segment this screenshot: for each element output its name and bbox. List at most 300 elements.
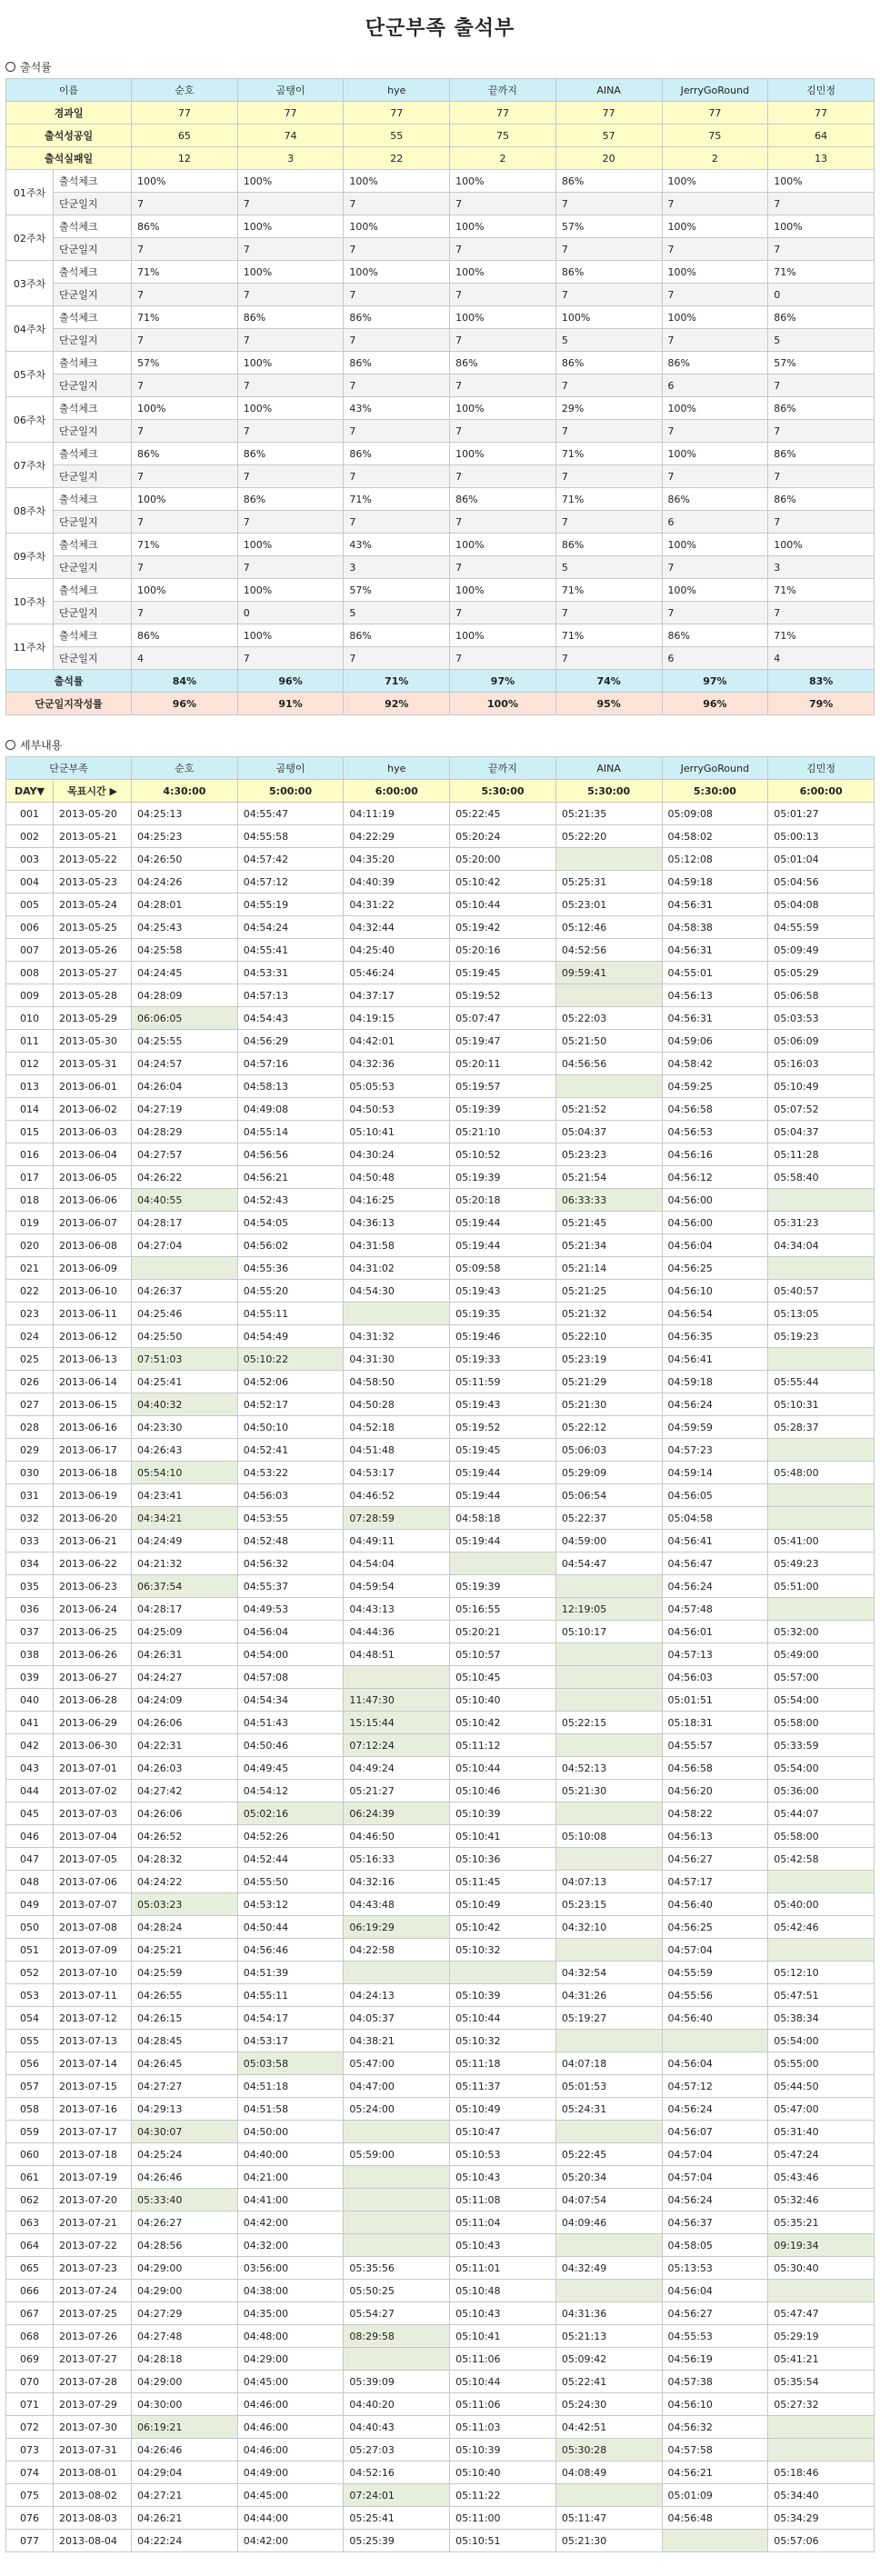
day-number: 075 [6,2484,54,2507]
day-date: 2013-05-25 [54,916,132,939]
check-in-time: 04:28:17 [132,1598,238,1621]
check-in-time: 05:21:30 [555,1393,662,1416]
check-in-time: 04:57:04 [662,2166,768,2189]
check-in-time: 04:53:22 [237,1462,344,1484]
day-date: 2013-07-04 [54,1825,132,1848]
check-in-time: 05:06:58 [768,984,875,1007]
check-in-time: 04:32:16 [344,1871,450,1893]
stat-value: 57 [555,125,662,147]
check-in-time: 04:31:58 [344,1234,450,1257]
check-value: 100% [450,579,556,602]
check-in-time: 04:36:13 [344,1212,450,1234]
diary-value: 7 [344,647,450,670]
rate-label: 출석률 [6,670,132,693]
day-date: 2013-07-18 [54,2143,132,2166]
week-label: 10주차 [6,579,54,624]
check-in-time: 05:21:30 [555,1780,662,1802]
check-in-time: 04:25:23 [132,825,238,848]
check-in-time: 04:29:00 [132,2257,238,2280]
check-value: 86% [132,443,238,465]
day-row [6,1553,875,1575]
check-in-time: 04:28:01 [132,894,238,916]
check-value: 100% [132,170,238,193]
diary-value: 7 [237,374,344,397]
check-value: 100% [132,397,238,420]
attendance-rate-row [6,670,875,693]
check-in-time: 05:19:46 [450,1325,556,1348]
check-in-time: 04:57:13 [237,984,344,1007]
diary-value: 7 [768,602,875,624]
check-in-time: 04:54:34 [237,1689,344,1712]
member-name-header: 순호 [132,79,238,102]
check-in-time: 05:10:44 [450,1757,556,1780]
diary-value: 7 [555,238,662,261]
diary-value: 7 [555,647,662,670]
check-in-time: 04:57:08 [237,1666,344,1689]
day-row [6,1507,875,1530]
check-in-time: 05:44:07 [768,1802,875,1825]
check-in-time: 05:11:01 [450,2257,556,2280]
check-in-time: 04:22:58 [344,1939,450,1962]
check-in-time: 04:53:17 [344,1462,450,1484]
check-in-time: 04:31:02 [344,1257,450,1280]
check-in-time: 05:21:35 [555,803,662,825]
check-label: 출석체크 [54,624,132,647]
check-in-time: 04:25:41 [132,1371,238,1393]
check-value: 100% [662,306,768,329]
check-in-time: 05:10:44 [450,894,556,916]
day-row [6,1939,875,1962]
check-in-time: 05:19:43 [450,1393,556,1416]
check-in-time: 05:06:09 [768,1030,875,1053]
check-in-time [344,1666,450,1689]
check-in-time: 04:40:39 [344,871,450,894]
check-in-time: 05:12:08 [662,848,768,871]
day-date: 2013-07-22 [54,2234,132,2257]
check-in-time: 04:56:27 [662,2302,768,2325]
check-in-time: 05:09:49 [768,939,875,962]
day-number: 039 [6,1666,54,1689]
check-in-time [768,1348,875,1371]
check-in-time: 04:28:18 [132,2348,238,2371]
day-date: 2013-07-02 [54,1780,132,1802]
check-in-time: 04:27:04 [132,1234,238,1257]
check-in-time: 05:49:00 [768,1643,875,1666]
day-number: 068 [6,2325,54,2348]
check-in-time: 05:25:41 [344,2507,450,2530]
day-row [6,1098,875,1121]
check-in-time: 06:37:54 [132,1575,238,1598]
check-in-time: 04:55:01 [662,962,768,984]
check-in-time: 05:12:46 [555,916,662,939]
check-in-time: 05:24:00 [344,2098,450,2121]
check-in-time: 05:00:13 [768,825,875,848]
check-in-time: 05:10:49 [768,1075,875,1098]
circle-icon [5,740,15,750]
check-in-time: 04:22:29 [344,825,450,848]
week-diary-row [6,556,875,579]
check-in-time: 04:42:00 [237,2212,344,2234]
check-in-time: 04:24:26 [132,871,238,894]
check-in-time: 04:56:04 [662,1234,768,1257]
diary-rate-value: 100% [450,693,556,715]
rate-value: 83% [768,670,875,693]
day-number: 059 [6,2121,54,2143]
check-in-time: 04:57:12 [662,2075,768,2098]
check-in-time: 04:25:59 [132,1962,238,1984]
diary-value: 5 [555,329,662,352]
check-in-time: 04:29:13 [132,2098,238,2121]
check-in-time: 04:30:00 [132,2393,238,2416]
diary-rate-value: 95% [555,693,662,715]
check-in-time: 04:52:56 [555,939,662,962]
day-number: 058 [6,2098,54,2121]
check-in-time: 04:55:50 [237,1871,344,1893]
page-title: 단군부족 출석부 [365,17,515,40]
day-row [6,2166,875,2189]
check-in-time: 04:56:31 [662,894,768,916]
check-value: 86% [344,624,450,647]
check-in-time: 05:31:23 [768,1212,875,1234]
check-in-time: 05:11:03 [450,2416,556,2439]
diary-value: 7 [344,238,450,261]
day-date: 2013-07-21 [54,2212,132,2234]
check-in-time: 05:10:46 [450,1780,556,1802]
check-in-time: 05:10:40 [450,2461,556,2484]
check-in-time: 04:55:11 [237,1303,344,1325]
check-in-time: 04:26:06 [132,1712,238,1734]
day-number: 001 [6,803,54,825]
day-row [6,1871,875,1893]
diary-value: 7 [662,420,768,443]
check-in-time: 05:19:33 [450,1348,556,1371]
check-in-time: 05:13:05 [768,1303,875,1325]
diary-value: 7 [344,193,450,215]
check-in-time: 04:57:16 [237,1053,344,1075]
check-in-time: 04:57:04 [662,1939,768,1962]
check-in-time: 05:32:46 [768,2189,875,2212]
diary-value: 7 [344,374,450,397]
check-value: 71% [768,261,875,284]
day-sort-header[interactable]: DAY▼ [6,780,54,803]
day-date: 2013-06-24 [54,1598,132,1621]
day-number: 034 [6,1553,54,1575]
check-in-time: 04:59:54 [344,1575,450,1598]
day-date: 2013-05-28 [54,984,132,1007]
check-in-time: 11:47:30 [344,1689,450,1712]
check-in-time: 04:58:05 [662,2234,768,2257]
week-diary-row [6,602,875,624]
check-in-time: 05:10:57 [450,1643,556,1666]
check-in-time [344,2121,450,2143]
check-value: 86% [662,488,768,511]
week-check-row [6,624,875,647]
diary-value: 7 [768,465,875,488]
check-in-time: 04:56:04 [237,1621,344,1643]
name-header: 이름 [6,79,132,102]
diary-value: 7 [450,465,556,488]
check-in-time: 05:20:18 [450,1189,556,1212]
check-in-time: 05:06:03 [555,1439,662,1462]
check-in-time: 04:31:36 [555,2302,662,2325]
member-name-header: 김민정 [768,757,875,780]
check-in-time: 05:42:46 [768,1916,875,1939]
check-in-time [344,2189,450,2212]
check-in-time: 05:21:27 [344,1780,450,1802]
check-in-time: 04:52:18 [344,1416,450,1439]
check-in-time: 04:27:29 [132,2302,238,2325]
check-in-time: 05:54:00 [768,1757,875,1780]
day-date: 2013-07-24 [54,2280,132,2302]
diary-value: 0 [768,284,875,306]
day-date: 2013-06-26 [54,1643,132,1666]
check-in-time: 04:52:43 [237,1189,344,1212]
check-in-time: 05:19:44 [450,1212,556,1234]
check-in-time: 04:58:50 [344,1371,450,1393]
day-number: 036 [6,1598,54,1621]
check-value: 43% [344,397,450,420]
check-in-time: 05:11:06 [450,2393,556,2416]
diary-value: 7 [344,329,450,352]
check-in-time: 04:41:00 [237,2189,344,2212]
check-in-time [768,1484,875,1507]
week-check-row [6,215,875,238]
check-in-time: 04:53:31 [237,962,344,984]
day-number: 076 [6,2507,54,2530]
check-in-time: 05:10:44 [450,2371,556,2393]
day-row [6,2121,875,2143]
check-in-time: 05:10:32 [450,2030,556,2052]
week-check-row [6,534,875,556]
day-date: 2013-08-01 [54,2461,132,2484]
check-in-time: 04:34:21 [132,1507,238,1530]
diary-value: 5 [555,556,662,579]
check-in-time: 04:35:20 [344,848,450,871]
check-in-time: 05:19:57 [450,1075,556,1098]
check-in-time: 05:04:58 [662,1507,768,1530]
check-in-time: 05:47:47 [768,2302,875,2325]
check-in-time [768,1507,875,1530]
check-value: 86% [555,534,662,556]
check-in-time: 05:02:16 [237,1802,344,1825]
check-in-time: 05:16:03 [768,1053,875,1075]
check-label: 출석체크 [54,488,132,511]
day-date: 2013-07-13 [54,2030,132,2052]
check-in-time: 05:05:29 [768,962,875,984]
week-diary-row [6,465,875,488]
member-name-header: AINA [555,79,662,102]
day-row [6,1962,875,1984]
check-in-time: 05:10:39 [450,2439,556,2461]
day-date: 2013-06-06 [54,1189,132,1212]
stat-value: 77 [662,102,768,125]
check-in-time: 04:48:51 [344,1643,450,1666]
check-in-time: 04:54:43 [237,1007,344,1030]
check-value: 100% [344,170,450,193]
check-in-time: 04:56:40 [662,2007,768,2030]
day-number: 055 [6,2030,54,2052]
day-row [6,2348,875,2371]
check-value: 100% [662,443,768,465]
check-in-time: 05:23:23 [555,1143,662,1166]
check-in-time: 05:10:41 [450,2325,556,2348]
check-in-time: 04:42:01 [344,1030,450,1053]
check-in-time: 07:28:59 [344,1507,450,1530]
check-in-time [768,1871,875,1893]
diary-value: 7 [662,556,768,579]
day-row [6,2189,875,2212]
check-in-time: 05:59:00 [344,2143,450,2166]
check-value: 100% [237,215,344,238]
day-number: 071 [6,2393,54,2416]
target-time: 6:00:00 [768,780,875,803]
check-value: 57% [344,579,450,602]
check-in-time [555,984,662,1007]
check-value: 86% [662,352,768,374]
check-value: 43% [344,534,450,556]
day-number: 030 [6,1462,54,1484]
check-in-time: 05:49:23 [768,1553,875,1575]
check-in-time: 04:56:40 [662,1893,768,1916]
stat-row [6,147,875,170]
check-in-time: 04:45:00 [237,2484,344,2507]
check-in-time: 04:56:20 [662,1780,768,1802]
day-number: 042 [6,1734,54,1757]
check-in-time: 05:35:56 [344,2257,450,2280]
stat-label: 출석성공일 [6,125,132,147]
check-label: 출석체크 [54,215,132,238]
check-in-time: 05:10:17 [555,1621,662,1643]
check-in-time: 04:54:24 [237,916,344,939]
diary-value: 7 [555,284,662,306]
diary-value: 7 [237,647,344,670]
check-label: 출석체크 [54,170,132,193]
day-number: 051 [6,1939,54,1962]
check-in-time [555,2234,662,2257]
day-row [6,2007,875,2030]
check-in-time [768,1439,875,1462]
week-label: 03주차 [6,261,54,306]
check-in-time: 05:24:31 [555,2098,662,2121]
week-label: 04주차 [6,306,54,352]
diary-value: 4 [132,647,238,670]
check-in-time [555,1848,662,1871]
day-number: 046 [6,1825,54,1848]
check-in-time: 04:56:53 [662,1121,768,1143]
day-date: 2013-07-11 [54,1984,132,2007]
summary-heading-label: 출석률 [20,61,52,74]
check-in-time: 04:51:43 [237,1712,344,1734]
day-date: 2013-07-14 [54,2052,132,2075]
check-in-time: 05:19:39 [450,1166,556,1189]
day-number: 020 [6,1234,54,1257]
check-in-time: 05:51:00 [768,1575,875,1598]
check-in-time: 04:59:00 [555,1530,662,1553]
target-time: 5:30:00 [555,780,662,803]
check-value: 100% [450,397,556,420]
check-value: 100% [662,261,768,284]
check-value: 100% [662,397,768,420]
week-label: 06주차 [6,397,54,443]
diary-label: 단군일지 [54,284,132,306]
check-in-time: 05:19:44 [450,1462,556,1484]
check-in-time: 05:19:39 [450,1098,556,1121]
check-in-time [555,1666,662,1689]
check-in-time: 04:59:25 [662,1075,768,1098]
day-number: 021 [6,1257,54,1280]
member-name-header: 곰탱이 [237,79,344,102]
week-label: 11주차 [6,624,54,670]
check-in-time: 05:06:54 [555,1484,662,1507]
check-in-time: 04:24:57 [132,1053,238,1075]
check-in-time: 05:21:32 [555,1303,662,1325]
check-in-time: 04:51:58 [237,2098,344,2121]
diary-value: 7 [450,420,556,443]
diary-value: 7 [662,238,768,261]
check-in-time: 04:25:43 [132,916,238,939]
check-in-time [450,1962,556,1984]
day-row [6,1575,875,1598]
check-in-time: 05:19:52 [450,984,556,1007]
week-diary-row [6,238,875,261]
check-in-time: 04:59:18 [662,1371,768,1393]
day-date: 2013-06-12 [54,1325,132,1348]
day-row [6,1802,875,1825]
diary-value: 7 [132,420,238,443]
day-number: 023 [6,1303,54,1325]
check-in-time: 05:19:47 [450,1030,556,1053]
check-in-time: 05:42:58 [768,1848,875,1871]
check-value: 100% [450,534,556,556]
day-number: 040 [6,1689,54,1712]
check-in-time [555,1689,662,1712]
check-in-time: 04:26:27 [132,2212,238,2234]
check-in-time: 06:24:39 [344,1802,450,1825]
check-in-time: 05:20:11 [450,1053,556,1075]
day-date: 2013-07-23 [54,2257,132,2280]
day-date: 2013-05-27 [54,962,132,984]
check-in-time: 04:29:04 [132,2461,238,2484]
day-number: 008 [6,962,54,984]
check-in-time: 04:54:49 [237,1325,344,1348]
check-in-time: 04:56:16 [662,1143,768,1166]
check-in-time: 05:19:52 [450,1416,556,1439]
check-in-time: 05:18:31 [662,1712,768,1734]
check-in-time: 04:54:00 [237,1643,344,1666]
week-check-row [6,170,875,193]
day-date: 2013-07-26 [54,2325,132,2348]
check-in-time: 04:24:49 [132,1530,238,1553]
check-in-time: 05:27:03 [344,2439,450,2461]
day-date: 2013-06-01 [54,1075,132,1098]
stat-value: 12 [132,147,238,170]
target-time: 6:00:00 [344,780,450,803]
check-in-time: 04:53:55 [237,1507,344,1530]
check-in-time: 05:41:21 [768,2348,875,2371]
check-in-time: 05:46:24 [344,962,450,984]
check-in-time: 05:22:12 [555,1416,662,1439]
check-in-time: 05:22:41 [555,2371,662,2393]
check-in-time: 05:22:03 [555,1007,662,1030]
check-in-time: 05:09:08 [662,803,768,825]
diary-value: 7 [344,465,450,488]
check-in-time [555,2121,662,2143]
check-in-time: 04:28:56 [132,2234,238,2257]
check-in-time: 04:32:49 [555,2257,662,2280]
check-in-time: 04:49:53 [237,1598,344,1621]
check-in-time: 04:49:24 [344,1757,450,1780]
day-row [6,1666,875,1689]
